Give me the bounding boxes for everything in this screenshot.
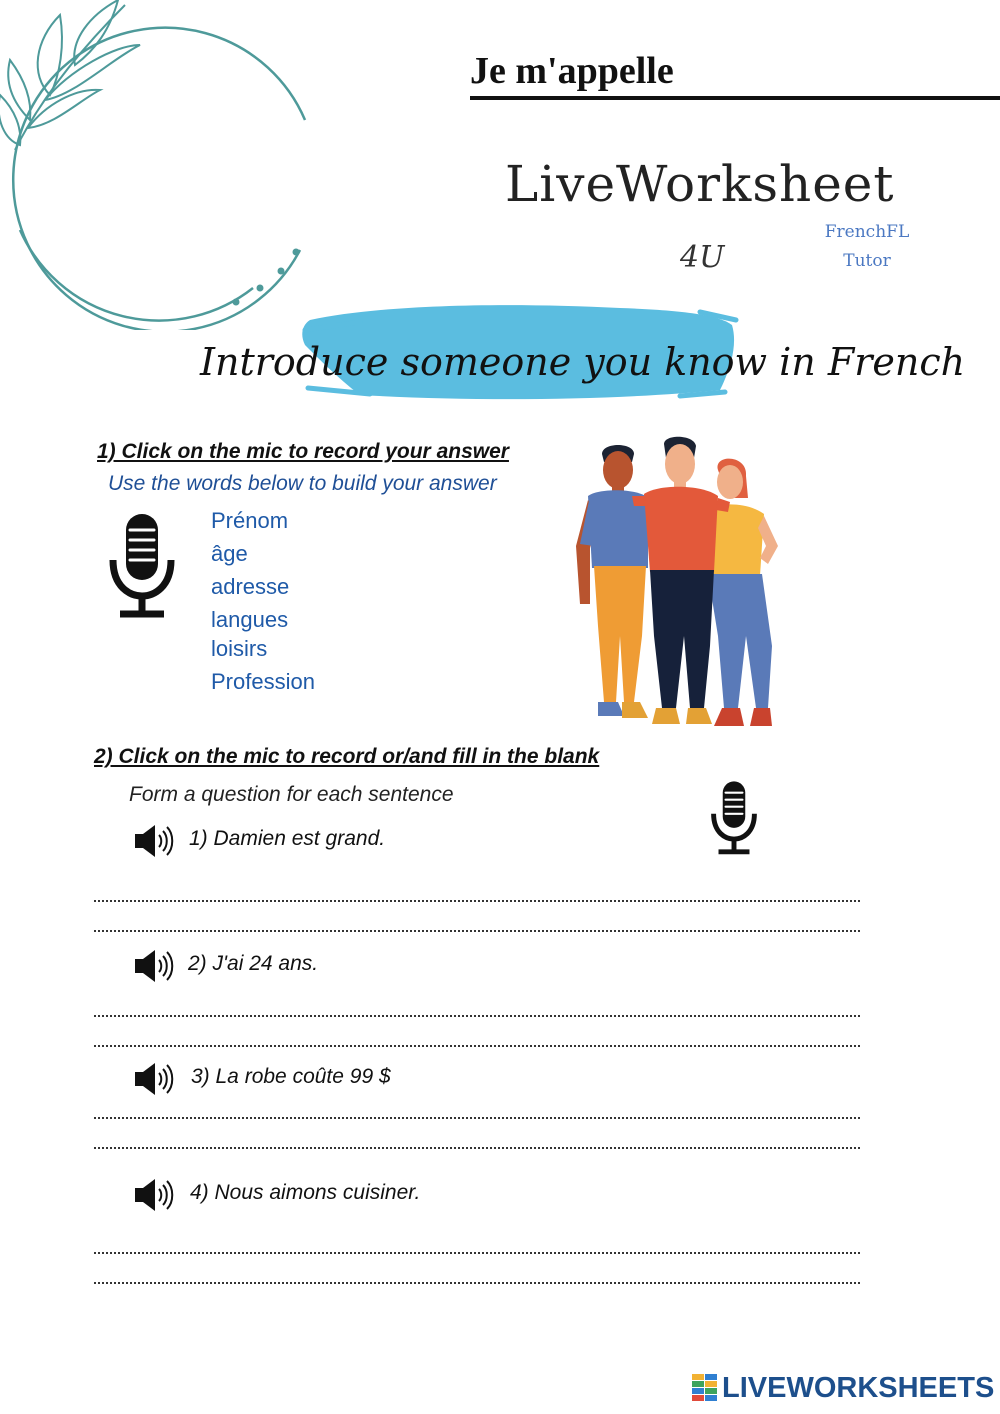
name-label: Je m'appelle [470, 50, 674, 92]
vocab-item: langues [211, 607, 289, 632]
speaker-icon[interactable] [133, 1177, 175, 1213]
answer-line[interactable] [94, 930, 860, 932]
vocab-item: loisirs [211, 636, 268, 661]
footer-brand: LIVEWORKSHEETS [722, 1372, 995, 1404]
tutor-label [812, 218, 922, 276]
question-text: 4) Nous aimons cuisiner. [190, 1181, 421, 1204]
speaker-icon[interactable] [133, 823, 175, 859]
microphone-icon[interactable] [108, 512, 176, 620]
vocabulary-list [211, 504, 315, 698]
tutor-line-2: Tutor [843, 251, 891, 271]
question-text: 3) La robe coûte 99 $ [191, 1065, 391, 1088]
answer-line[interactable] [94, 1045, 860, 1047]
name-underline[interactable] [470, 96, 1000, 100]
friends-illustration [568, 436, 788, 732]
vocab-item: Prénom [211, 508, 289, 533]
answer-line[interactable] [94, 1252, 860, 1254]
answer-line[interactable] [94, 1015, 860, 1017]
question-text: 2) J'ai 24 ans. [188, 952, 319, 975]
section-2-title: 2) Click on the mic to record or/and fill in the blank [94, 745, 600, 768]
speaker-icon[interactable] [133, 1061, 175, 1097]
answer-line[interactable] [94, 1282, 860, 1284]
question-text: 1) Damien est grand. [189, 827, 386, 850]
leaf-wreath-icon [0, 0, 340, 330]
brand-title: LiveWorksheet [505, 155, 895, 213]
answer-line[interactable] [94, 900, 860, 902]
liveworksheets-logo-icon [692, 1374, 718, 1402]
vocab-item: âge [211, 541, 248, 566]
class-code: 4U [680, 240, 725, 275]
microphone-icon[interactable] [708, 780, 760, 856]
section-2-subtitle: Form a question for each sentence [129, 783, 454, 806]
answer-line[interactable] [94, 1117, 860, 1119]
headline: Introduce someone you know in French [200, 340, 966, 384]
answer-line[interactable] [94, 1147, 860, 1149]
speaker-icon[interactable] [133, 948, 175, 984]
tutor-line-1: FrenchFL [824, 222, 910, 242]
section-1-title: 1) Click on the mic to record your answer [97, 440, 509, 463]
section-1-subtitle: Use the words below to build your answer [108, 472, 497, 495]
vocab-item: adresse [211, 574, 290, 599]
vocab-item: Profession [211, 669, 315, 694]
